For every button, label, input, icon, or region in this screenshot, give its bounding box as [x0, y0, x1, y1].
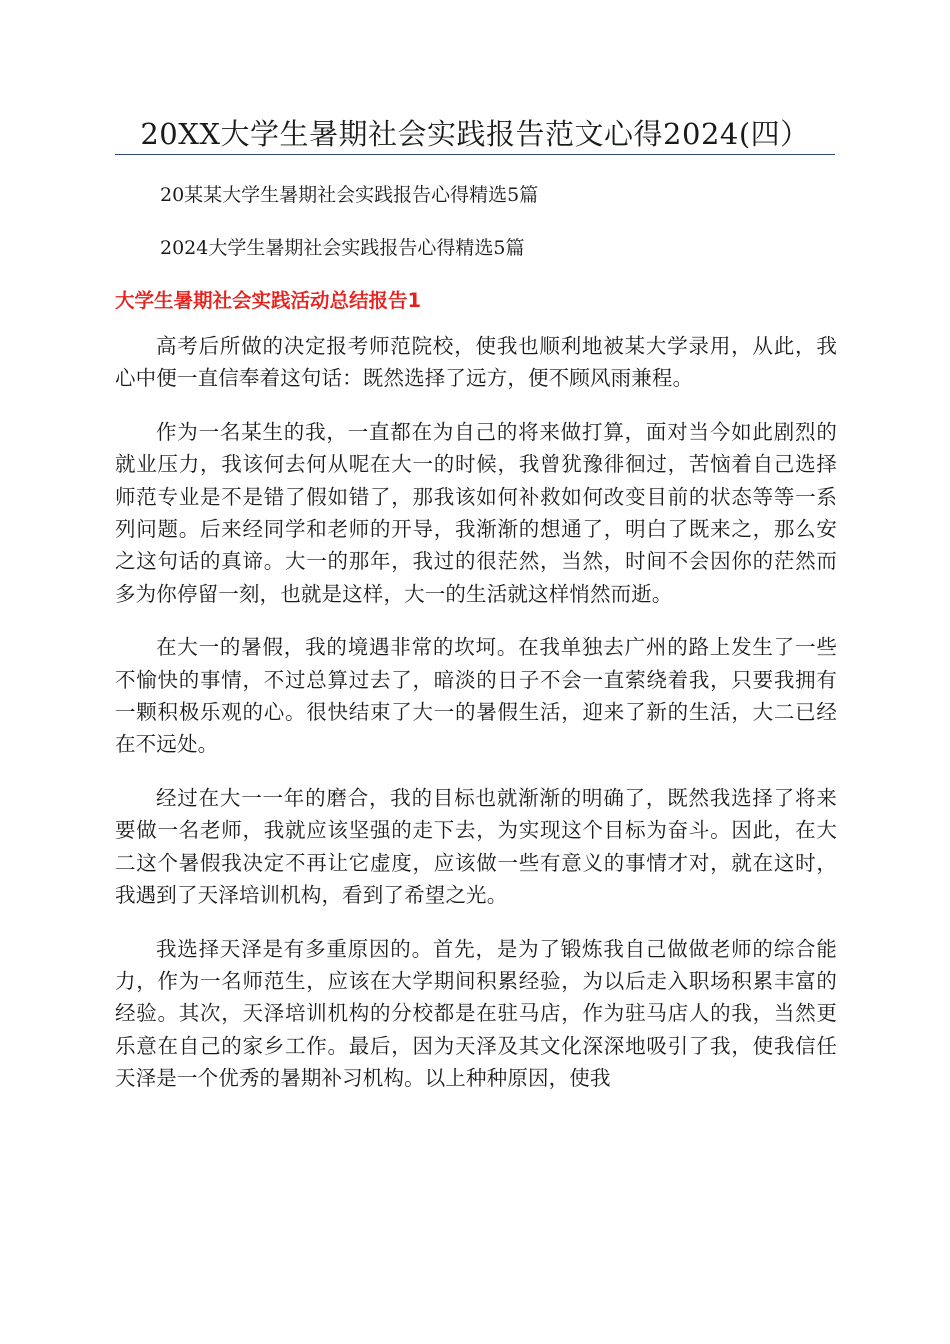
section-heading: 大学生暑期社会实践活动总结报告1 [115, 289, 422, 312]
title-underline [115, 154, 835, 155]
paragraph-5: 我选择天泽是有多重原因的。首先，是为了锻炼我自己做做老师的综合能力，作为一名师范生，应该在大学期间积累经验，为以后走入职场积累丰富的经验。其次，天泽培训机构的分校都是在驻马店，作为驻马店人的我，当然更乐意在自己的家乡工作。最后，因为天泽及其文化深深地吸引了我，使我信任天泽是一个优秀的暑期补习机构。以上种种原因，使我 [115, 936, 837, 1091]
paragraph-4: 经过在大一一年的磨合，我的目标也就渐渐的明确了，既然我选择了将来要做一名老师，我就应该坚强的走下去，为实现这个目标为奋斗。因此，在大二这个暑假我决定不再让它虚度，应该做一些有意义的事情才对，就在这时，我遇到了天泽培训机构，看到了希望之光。 [115, 785, 837, 908]
document-title: 20XX大学生暑期社会实践报告范文心得2024(四） [140, 117, 810, 151]
paragraph-1: 高考后所做的决定报考师范院校，使我也顺利地被某大学录用，从此，我心中便一直信奉着这句话：既然选择了远方，便不顾风雨兼程。 [115, 334, 837, 391]
body-text [115, 330, 837, 1116]
paragraph-2: 作为一名某生的我，一直都在为自己的将来做打算，面对当今如此剧烈的就业压力，我该何去何从呢在大一的时候，我曾犹豫徘徊过，苦恼着自己选择师范专业是不是错了假如错了，那我该如何补救如何改变目前的状态等等一系列问题。后来经同学和老师的开导，我渐渐的想通了，明白了既来之，那么安之这句话的真谛。大一的那年，我过的很茫然，当然，时间不会因你的茫然而多为你停留一刻，也就是这样，大一的生活就这样悄然而逝。 [115, 419, 837, 606]
paragraph-3: 在大一的暑假，我的境遇非常的坎坷。在我单独去广州的路上发生了一些不愉快的事情，不过总算过去了，暗淡的日子不会一直萦绕着我，只要我拥有一颗积极乐观的心。很快结束了大一的暑假生活，迎来了新的生活，大二已经在不远处。 [115, 635, 837, 757]
toc-line-1: 20某某大学生暑期社会实践报告心得精选5篇 [160, 184, 539, 206]
toc-line-2: 2024大学生暑期社会实践报告心得精选5篇 [160, 237, 525, 259]
